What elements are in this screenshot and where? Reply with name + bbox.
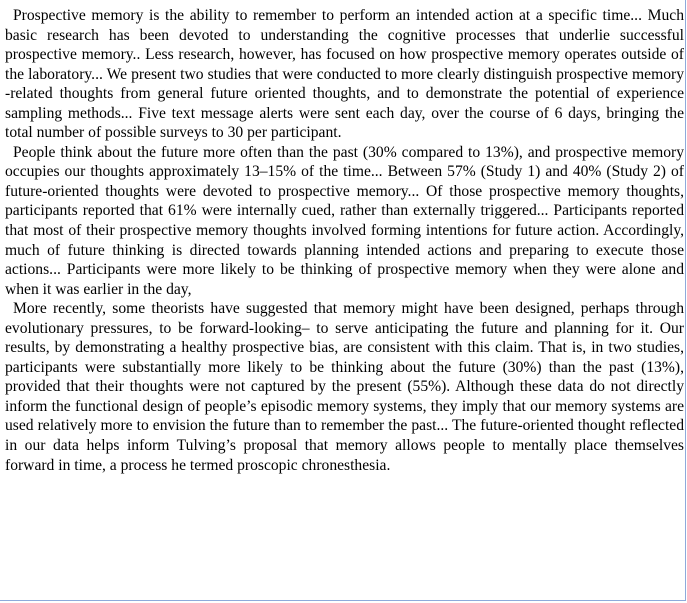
document-body <box>5 6 684 475</box>
paragraph-prospective-memory-intro: Prospective memory is the ability to remember to perform an intended action at a specific time... Much basic research has been devoted to understanding the cognitive processes that underlie successful prospective memory.. Less research, however, has focused on how prospective memory operates outside of the laboratory... We present two studies that were conducted to more clearly distinguish prospective memory -related thoughts from general future oriented thoughts, and to demonstrate the potential of experience sampling methods... Five text message alerts were sent each day, over the course of 6 days, bringing the total number of possible surveys to 30 per participant. <box>5 7 684 142</box>
paragraph-theoretical-implications: More recently, some theorists have suggested that memory might have been designed, perhaps through evolutionary pressures, to be forward-looking– to serve anticipating the future and planning for it. Our results, by demonstrating a healthy prospective bias, are consistent with this claim. That is, in two studies, participants were substantially more likely to be thinking about the future (30%) than the past (13%), provided that their thoughts were not captured by the present (55%). Although these data do not directly inform the functional design of people’s episodic memory systems, they imply that our memory systems are used relatively more to envision the future than to remember the past... The future-oriented thought reflected in our data helps inform Tulving’s proposal that memory allows people to mentally place themselves forward in time, a process he termed proscopic chronesthesia. <box>5 300 684 474</box>
paragraph-future-thinking-results: People think about the future more often than the past (30% compared to 13%), and prospective memory occupies our thoughts approximately 13–15% of the time... Between 57% (Study 1) and 40% (Study 2) of future-oriented thoughts were devoted to prospective memory... Of those prospective memory thoughts, participants reported that 61% were internally cued, rather than externally triggered... Participants reported that most of their prospective memory thoughts involved forming intentions for future action. Accordingly, much of future thinking is directed towards planning intended actions and preparing to execute those actions... Participants were more likely to be thinking of prospective memory when they were alone and when it was earlier in the day, <box>5 143 684 298</box>
